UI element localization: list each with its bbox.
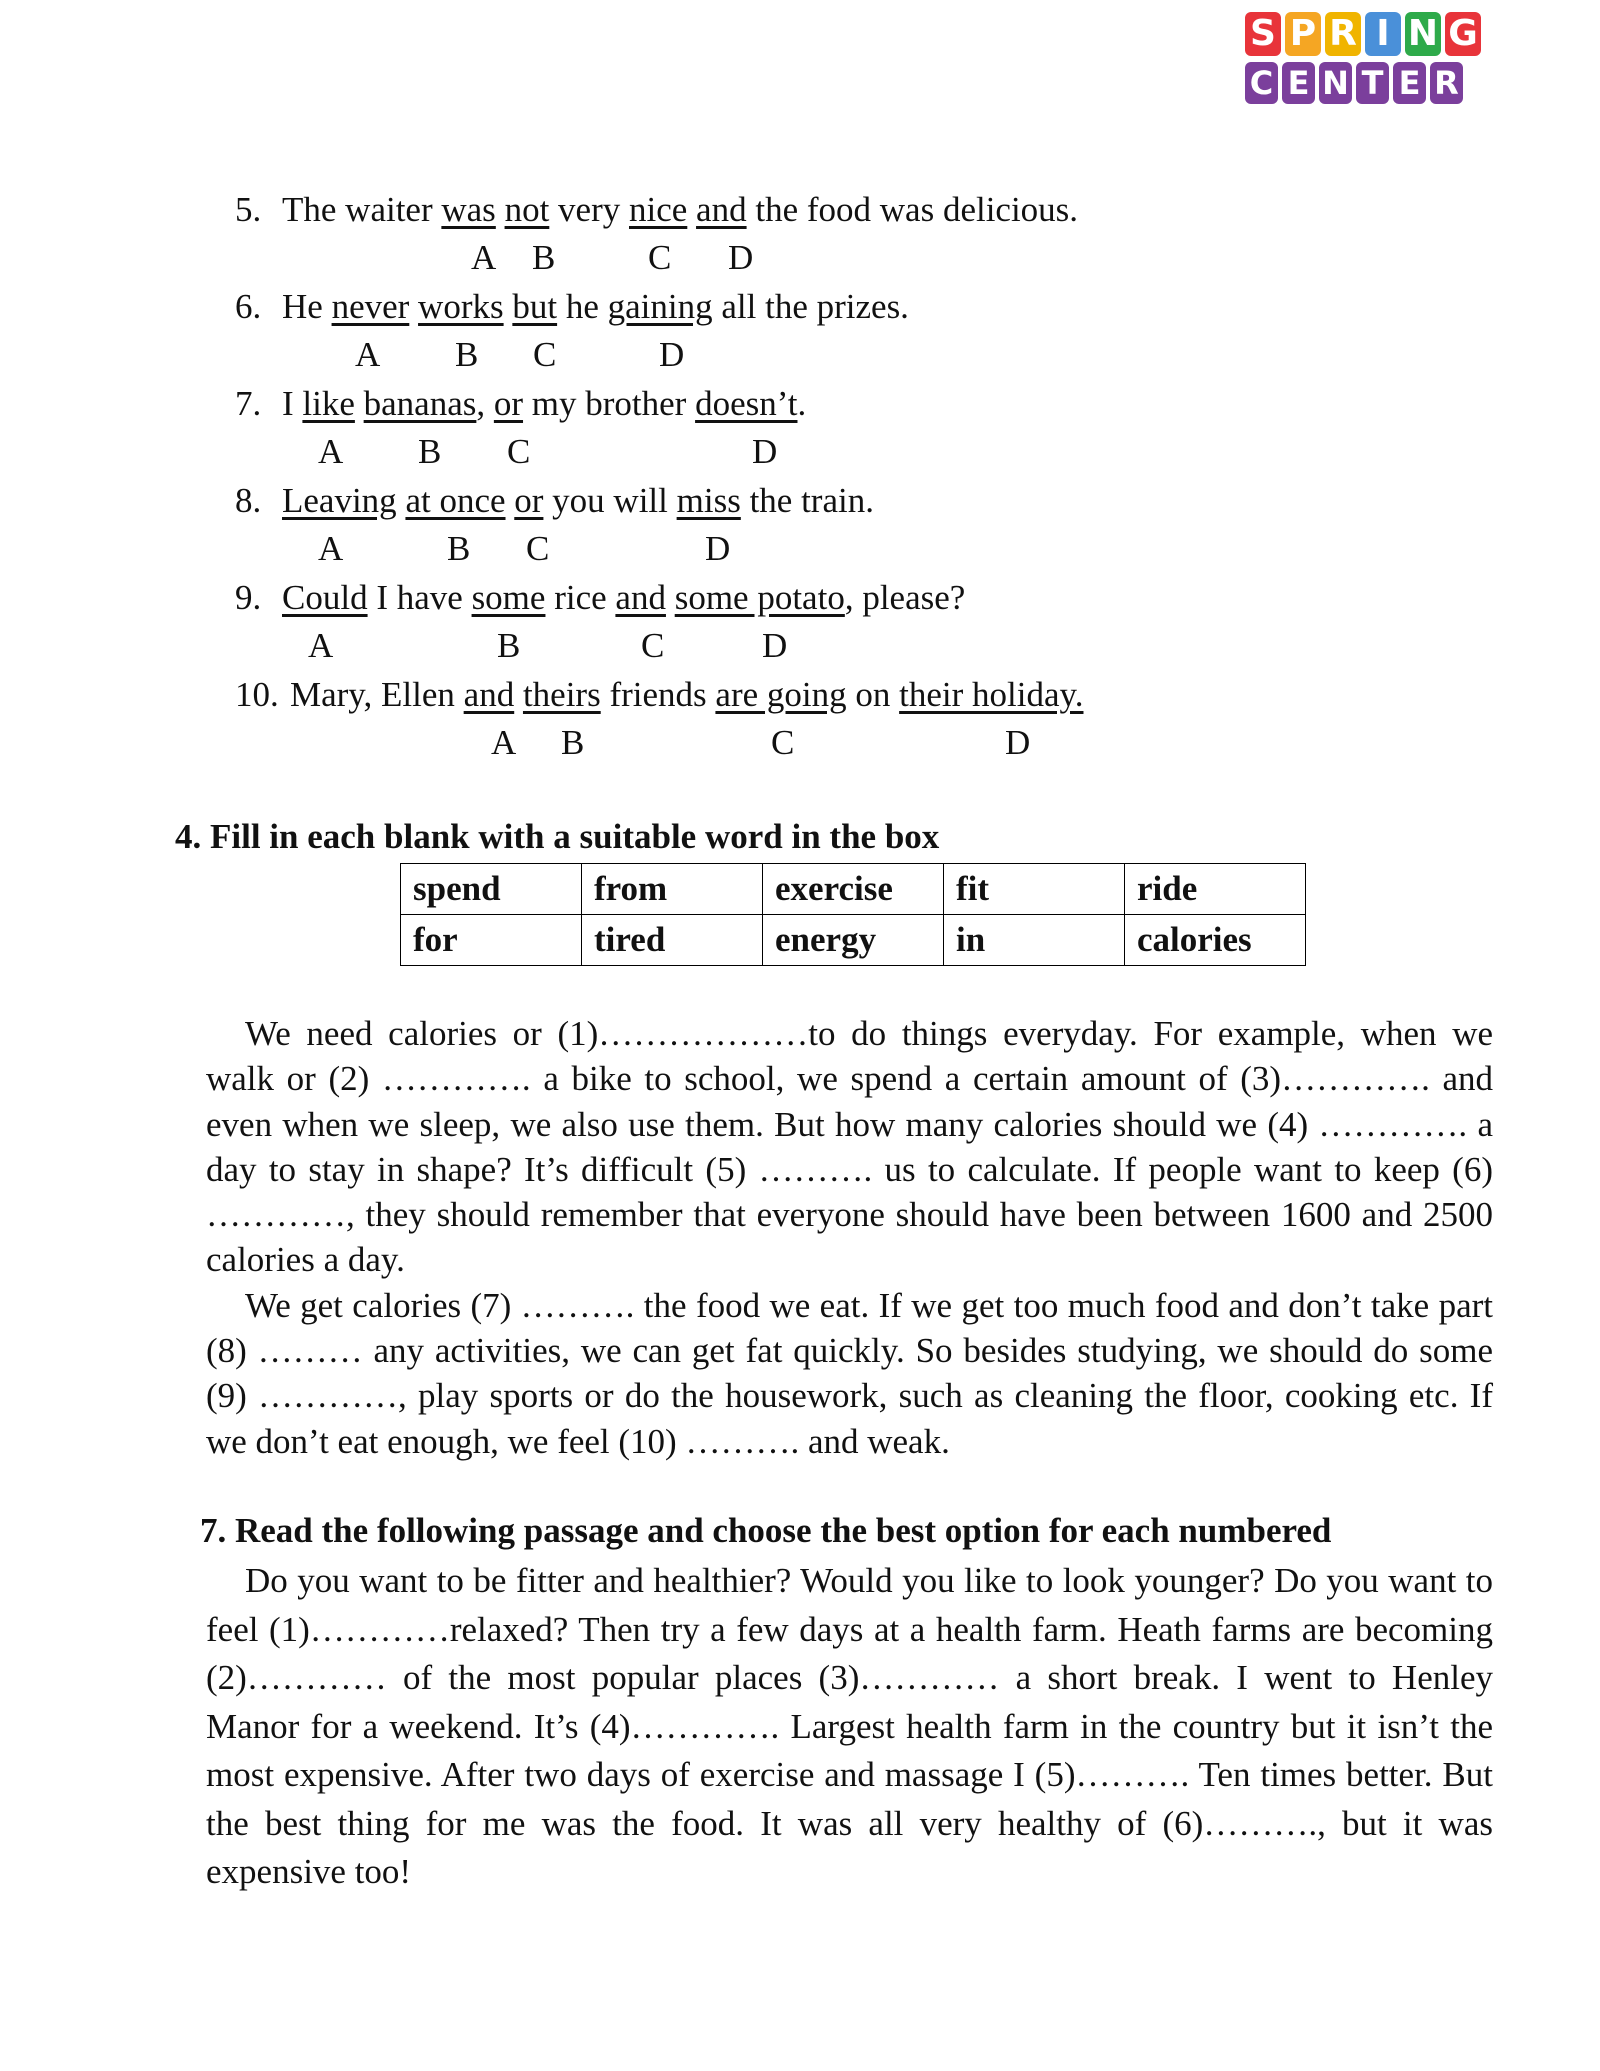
sentence-text: you will (543, 481, 677, 520)
answer-letter: C (526, 529, 550, 568)
sentence-item (235, 578, 965, 618)
sentence-text: , (476, 384, 494, 423)
passage-paragraph: We need calories or (1)………………to do things everyday. For example, when we walk or (2) …………. a bike to school, we spend a certain amount of (3)…………. and even when we sleep, we also use them. But how many calories should we (4) …………. a day to stay in shape? It’s difficult (5) ………. us to calculate. If people want to keep (6) …………, they should remember that everyone should have been between 1600 and 2500 calories a day. (206, 1014, 1493, 1280)
answer-letter: D (659, 335, 685, 374)
word-box-cell: fit (944, 864, 1125, 915)
logo-letter: P (1285, 12, 1321, 56)
sentence-text (355, 384, 364, 423)
sentence-text: I (282, 384, 303, 423)
logo-letter: S (1245, 12, 1281, 56)
word-box-cell: from (582, 864, 763, 915)
sentence-text (506, 481, 515, 520)
logo-letter: I (1365, 12, 1401, 56)
sentence-item (235, 481, 874, 521)
sentence-text: on (846, 675, 900, 714)
answer-letter: A (318, 529, 344, 568)
underlined-option: like (302, 384, 355, 423)
sentence-text (409, 287, 418, 326)
section-7-passage (206, 1557, 1493, 1897)
sentence-text: all the prizes. (712, 287, 909, 326)
sentence-number: 6. (235, 287, 262, 326)
sentence-number: 9. (235, 578, 262, 617)
word-box-cell: tired (582, 915, 763, 966)
underlined-option: or (514, 481, 544, 520)
underlined-option: doesn’t (695, 384, 798, 423)
word-box-row (401, 864, 1306, 915)
sentence-text (666, 578, 675, 617)
logo-letter: N (1405, 12, 1441, 56)
sentence-text: very (549, 190, 629, 229)
sentence-number: 7. (235, 384, 262, 423)
underlined-option: bananas (363, 384, 477, 423)
answer-letter: B (497, 626, 521, 665)
sentence-text: , please? (844, 578, 966, 617)
sentence-text (687, 190, 696, 229)
underlined-option: their holiday. (899, 675, 1084, 714)
answer-letter: A (471, 238, 497, 277)
answer-letter: D (705, 529, 731, 568)
answer-letter: A (355, 335, 381, 374)
logo-letter: C (1245, 62, 1278, 104)
sentence-text: my brother (523, 384, 696, 423)
sentence-number: 10. (235, 675, 279, 714)
word-box-cell: spend (401, 864, 582, 915)
sentence-number: 8. (235, 481, 262, 520)
underlined-option: was (441, 190, 496, 229)
sentence-text: The waiter (282, 190, 442, 229)
word-box-row (401, 915, 1306, 966)
underlined-option: and (615, 578, 666, 617)
sentence-text (496, 190, 505, 229)
underlined-option: or (493, 384, 524, 423)
section-4-heading: 4. Fill in each blank with a suitable word in the box (175, 817, 940, 856)
word-box-cell: in (944, 915, 1125, 966)
underlined-option: are going (715, 675, 847, 714)
sentence-text: I have (367, 578, 472, 617)
answer-letter: C (771, 723, 795, 762)
answer-letter: D (752, 432, 778, 471)
underlined-option: nice (629, 190, 688, 229)
answer-letter: A (308, 626, 334, 665)
sentence-item (235, 675, 1083, 715)
logo-bottom-row (1245, 62, 1490, 104)
section-7-heading: 7. Read the following passage and choose the best option for each numbered (200, 1511, 1332, 1550)
underlined-option: not (504, 190, 550, 229)
logo-letter: E (1393, 62, 1426, 104)
word-box-cell: ride (1125, 864, 1306, 915)
underlined-option: some potato (674, 578, 845, 617)
answer-letter: B (447, 529, 471, 568)
sentence-text: he (557, 287, 608, 326)
word-box-cell: for (401, 915, 582, 966)
answer-letter: A (318, 432, 344, 471)
sentence-item (235, 287, 909, 327)
answer-letter: C (533, 335, 557, 374)
answer-letter: B (418, 432, 442, 471)
sentence-item (235, 190, 1078, 230)
spring-center-logo (1245, 12, 1490, 110)
sentence-text: Mary, Ellen (290, 675, 464, 714)
word-box-cell: exercise (763, 864, 944, 915)
word-box-cell: energy (763, 915, 944, 966)
sentence-text: rice (545, 578, 616, 617)
underlined-option: Leaving (282, 481, 397, 520)
underlined-option: theirs (522, 675, 601, 714)
answer-letter: D (728, 238, 754, 277)
underlined-option: miss (676, 481, 741, 520)
logo-letter: R (1430, 62, 1463, 104)
underlined-option: some (471, 578, 546, 617)
underlined-option: Could (282, 578, 368, 617)
answer-letter: B (532, 238, 556, 277)
underlined-option: at once (405, 481, 506, 520)
answer-letter: D (1005, 723, 1031, 762)
sentence-text: He (282, 287, 332, 326)
answer-letter: B (561, 723, 585, 762)
underlined-option: gaining (607, 287, 713, 326)
logo-letter: R (1325, 12, 1361, 56)
logo-letter: E (1282, 62, 1315, 104)
answer-letter: A (491, 723, 517, 762)
sentence-number: 5. (235, 190, 262, 229)
sentence-text (514, 675, 523, 714)
logo-letter: G (1445, 12, 1481, 56)
answer-letter: B (455, 335, 479, 374)
logo-top-row (1245, 12, 1490, 56)
answer-letter: C (648, 238, 672, 277)
sentence-text: the food was delicious. (746, 190, 1079, 229)
logo-letter: T (1356, 62, 1389, 104)
sentence-text: the train. (740, 481, 874, 520)
word-box-cell: calories (1125, 915, 1306, 966)
logo-letter: N (1319, 62, 1352, 104)
underlined-option: and (696, 190, 747, 229)
sentence-text: . (797, 384, 807, 423)
underlined-option: and (463, 675, 515, 714)
sentence-item (235, 384, 806, 424)
answer-letter: C (641, 626, 665, 665)
passage-paragraph: We get calories (7) ………. the food we eat. If we get too much food and don’t take part (8) ……… any activities, we can get fat quickly. So besides studying, we should do some (9) …………, play sports or do the housework, such as cleaning the floor, cooking etc. If we don’t eat enough, we feel (10) ………. and weak. (206, 1285, 1493, 1461)
sentence-text: friends (600, 675, 716, 714)
word-box (400, 863, 1306, 966)
answer-letter: C (507, 432, 531, 471)
section-4-passage (206, 1011, 1493, 1464)
passage-paragraph: Do you want to be fitter and healthier? Would you like to look younger? Do you want to feel (1)…………relaxed? Then try a few days at a health farm. Heath farms are becoming (2)………… of the most popular places (3)………… a short break. I went to Henley Manor for a weekend. It’s (4)…………. Largest health farm in the country but it isn’t the most expensive. After two days of exercise and massage I (5)………. Ten times better. But the best thing for me was the food. It was all very healthy of (6)………., but it was expensive too! (206, 1561, 1493, 1891)
underlined-option: works (418, 287, 504, 326)
answer-letter: D (762, 626, 788, 665)
underlined-option: never (331, 287, 410, 326)
underlined-option: but (512, 287, 558, 326)
